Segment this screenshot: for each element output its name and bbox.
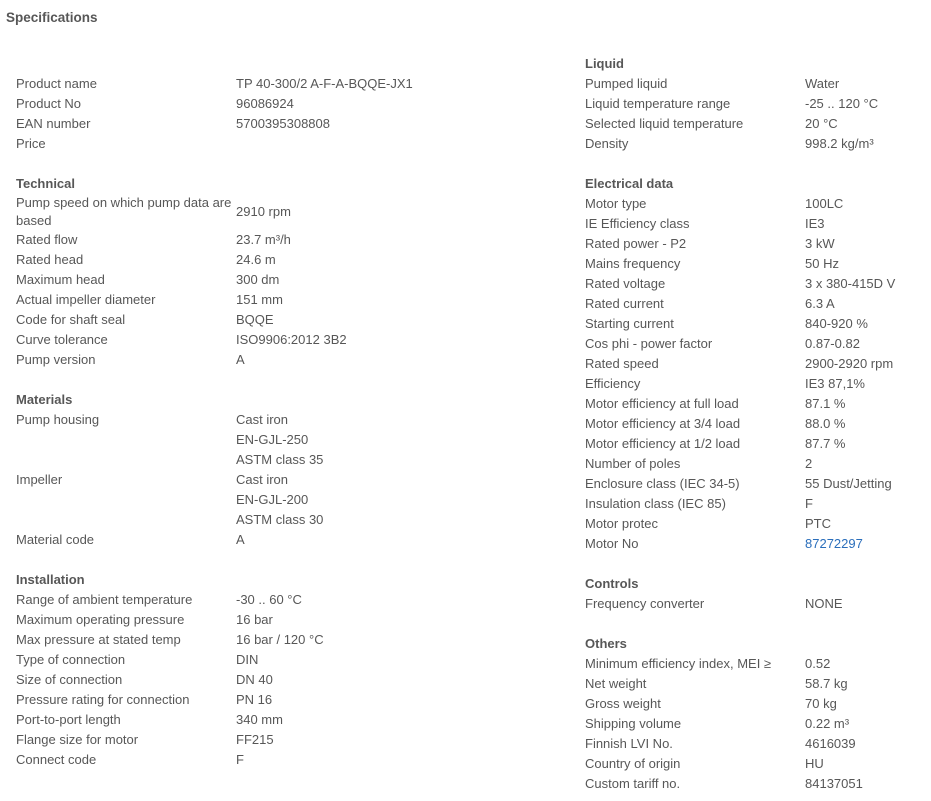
spec-label: Efficiency	[585, 376, 641, 391]
section-title: Electrical data	[585, 176, 674, 191]
spec-label: Shipping volume	[585, 716, 682, 731]
spec-row-liquid-temperature-range	[585, 94, 925, 114]
spec-label: Rated voltage	[585, 276, 666, 291]
spec-row-actual-impeller-diameter	[16, 290, 536, 310]
spec-label: Starting current	[585, 316, 674, 331]
motor-number-link[interactable]: 87272297	[805, 536, 863, 551]
spec-row-pump-version	[16, 350, 536, 370]
spec-value: 20 °C	[805, 116, 838, 131]
spec-value-line: ASTM class 35	[236, 452, 324, 467]
spec-value: -30 .. 60 °C	[236, 592, 302, 607]
spec-row-rated-head	[16, 250, 536, 270]
spec-value: HU	[805, 756, 824, 771]
spec-label: Range of ambient temperature	[16, 592, 193, 607]
spec-row-selected-liquid-temperature	[585, 114, 925, 134]
spec-label: Impeller	[16, 472, 63, 487]
spec-label: Material code	[16, 532, 95, 547]
spec-section-installation	[16, 570, 536, 770]
spec-label: Motor type	[585, 196, 647, 211]
spec-label: Rated flow	[16, 232, 78, 247]
spec-value: TP 40-300/2 A-F-A-BQQE-JX1	[236, 76, 413, 91]
spec-row-maximum-head	[16, 270, 536, 290]
spec-label: Density	[585, 136, 629, 151]
spec-value: 151 mm	[236, 292, 283, 307]
spec-value	[805, 535, 925, 553]
spec-value: 2910 rpm	[236, 204, 291, 219]
spec-row-pump-speed-on-which-pump-data-are-based	[16, 194, 536, 230]
spec-value: A	[236, 532, 245, 547]
spec-row-number-of-poles	[585, 454, 925, 474]
spec-value: 4616039	[805, 736, 856, 751]
spec-label: Selected liquid temperature	[585, 116, 744, 131]
spec-value: A	[236, 352, 245, 367]
spec-row-code-for-shaft-seal	[16, 310, 536, 330]
spec-row-enclosure-class-iec-34-5	[585, 474, 925, 494]
section-title: Controls	[585, 576, 639, 591]
spec-value: 96086924	[236, 96, 294, 111]
spec-row-motor-efficiency-at-full-load	[585, 394, 925, 414]
spec-value: 88.0 %	[805, 416, 846, 431]
left-spec-column	[16, 54, 536, 770]
spec-label: Custom tariff no.	[585, 776, 681, 791]
spec-row-rated-current	[585, 294, 925, 314]
spec-label: Rated power - P2	[585, 236, 687, 251]
spec-label: Liquid temperature range	[585, 96, 731, 111]
spec-row-density	[585, 134, 925, 154]
spec-value: 0.52	[805, 656, 831, 671]
spec-value: Water	[805, 76, 840, 91]
spec-row-max-pressure-at-stated-temp	[16, 630, 536, 650]
spec-value: 16 bar / 120 °C	[236, 632, 324, 647]
spec-row-motor-no	[585, 534, 925, 554]
section-title: Installation	[16, 572, 85, 587]
spec-value	[236, 410, 536, 470]
section-spacer	[585, 554, 925, 574]
spec-value: 0.22 m³	[805, 716, 850, 731]
spec-label: Number of poles	[585, 456, 681, 471]
spec-label: Pump speed on which pump data are based	[16, 195, 232, 228]
spec-row-connect-code	[16, 750, 536, 770]
spec-label: Cos phi - power factor	[585, 336, 713, 351]
spec-label: IE Efficiency class	[585, 216, 690, 231]
spec-value: 3 kW	[805, 236, 835, 251]
spec-label: Actual impeller diameter	[16, 292, 156, 307]
spec-section-liquid	[585, 54, 925, 154]
spec-label: Rated current	[585, 296, 664, 311]
spec-value: F	[236, 752, 244, 767]
spec-section-controls	[585, 574, 925, 614]
spec-value: 3 x 380-415D V	[805, 276, 896, 291]
spec-value-line: Cast iron	[236, 412, 289, 427]
spec-row-net-weight	[585, 674, 925, 694]
spec-label: Flange size for motor	[16, 732, 139, 747]
spec-row-pumped-liquid	[585, 74, 925, 94]
spec-value: -25 .. 120 °C	[805, 96, 879, 111]
spec-section-electrical-data	[585, 174, 925, 554]
section-title: Materials	[16, 392, 73, 407]
spec-label: Product name	[16, 76, 97, 91]
spec-label: Gross weight	[585, 696, 661, 711]
spec-value: 2	[805, 456, 813, 471]
spec-label: Pump housing	[16, 412, 100, 427]
spec-value-line: EN-GJL-250	[236, 432, 309, 447]
spec-label: Curve tolerance	[16, 332, 108, 347]
spec-value: 55 Dust/Jetting	[805, 476, 892, 491]
section-spacer	[16, 550, 536, 570]
spec-section-materials	[16, 390, 536, 550]
spec-value	[236, 470, 536, 530]
spec-label: Rated speed	[585, 356, 659, 371]
spec-row-efficiency	[585, 374, 925, 394]
spec-row-frequency-converter	[585, 594, 925, 614]
spec-value: 998.2 kg/m³	[805, 136, 874, 151]
spec-label: Rated head	[16, 252, 84, 267]
section-spacer	[585, 614, 925, 634]
section-title: Liquid	[585, 56, 624, 71]
spec-section-technical	[16, 174, 536, 370]
spec-row-custom-tariff-no	[585, 774, 925, 794]
spec-value: 87.7 %	[805, 436, 846, 451]
spec-value: 300 dm	[236, 272, 280, 287]
spec-value: FF215	[236, 732, 274, 747]
spec-row-rated-flow	[16, 230, 536, 250]
spec-label: Enclosure class (IEC 34-5)	[585, 476, 740, 491]
spec-label: Maximum operating pressure	[16, 612, 185, 627]
spec-row-motor-type	[585, 194, 925, 214]
spec-row-port-to-port-length	[16, 710, 536, 730]
spec-row-cos-phi-power-factor	[585, 334, 925, 354]
spec-row-country-of-origin	[585, 754, 925, 774]
spec-row-finnish-lvi-no	[585, 734, 925, 754]
spec-row-curve-tolerance	[16, 330, 536, 350]
spec-value: PN 16	[236, 692, 273, 707]
section-spacer	[16, 154, 536, 174]
spec-label: Insulation class (IEC 85)	[585, 496, 726, 511]
spec-row-maximum-operating-pressure	[16, 610, 536, 630]
spec-value: 58.7 kg	[805, 676, 848, 691]
spec-value: NONE	[805, 596, 843, 611]
spec-value: DIN	[236, 652, 259, 667]
spec-label: Price	[16, 136, 46, 151]
spec-value: 87.1 %	[805, 396, 846, 411]
spec-label: Motor No	[585, 536, 639, 551]
spec-value: 16 bar	[236, 612, 273, 627]
spec-label: EAN number	[16, 116, 91, 131]
spec-label: Max pressure at stated temp	[16, 632, 181, 647]
section-spacer	[16, 370, 536, 390]
spec-row-rated-voltage	[585, 274, 925, 294]
spec-value: PTC	[805, 516, 831, 531]
spec-row-rated-speed	[585, 354, 925, 374]
spec-row-insulation-class-iec-85	[585, 494, 925, 514]
spec-row-pump-housing	[16, 410, 536, 470]
spec-value: IE3	[805, 216, 825, 231]
section-spacer	[585, 154, 925, 174]
right-spec-column	[585, 54, 925, 794]
spec-label: Motor efficiency at full load	[585, 396, 739, 411]
spec-value: BQQE	[236, 312, 274, 327]
spec-row-ie-efficiency-class	[585, 214, 925, 234]
spec-row-product-name	[16, 74, 536, 94]
spec-row-size-of-connection	[16, 670, 536, 690]
spec-row-motor-efficiency-at-1-2-load	[585, 434, 925, 454]
spec-section-others	[585, 634, 925, 794]
spec-row-rated-power-p2	[585, 234, 925, 254]
spec-label: Pressure rating for connection	[16, 692, 190, 707]
spec-value: 840-920 %	[805, 316, 868, 331]
spec-value: 24.6 m	[236, 252, 276, 267]
section-title: Technical	[16, 176, 76, 191]
spec-value: DN 40	[236, 672, 273, 687]
spec-label: Country of origin	[585, 756, 681, 771]
spec-value: F	[805, 496, 813, 511]
spec-section-product	[16, 54, 536, 154]
spec-row-mains-frequency	[585, 254, 925, 274]
spec-label: Type of connection	[16, 652, 126, 667]
spec-label: Pumped liquid	[585, 76, 668, 91]
section-title: Others	[585, 636, 627, 651]
spec-value: 340 mm	[236, 712, 283, 727]
spec-row-product-no	[16, 94, 536, 114]
spec-label: Motor efficiency at 3/4 load	[585, 416, 741, 431]
spec-row-type-of-connection	[16, 650, 536, 670]
spec-row-material-code	[16, 530, 536, 550]
spec-label: Maximum head	[16, 272, 105, 287]
spec-value: 0.87-0.82	[805, 336, 860, 351]
spec-row-impeller	[16, 470, 536, 530]
spec-label: Port-to-port length	[16, 712, 121, 727]
spec-value-line: ASTM class 30	[236, 512, 324, 527]
spec-value: 2900-2920 rpm	[805, 356, 894, 371]
spec-label: Connect code	[16, 752, 97, 767]
spec-label: Net weight	[585, 676, 647, 691]
spec-value: 6.3 A	[805, 296, 835, 311]
spec-row-shipping-volume	[585, 714, 925, 734]
spec-row-motor-efficiency-at-3-4-load	[585, 414, 925, 434]
spec-label: Code for shaft seal	[16, 312, 126, 327]
spec-value: 50 Hz	[805, 256, 839, 271]
spec-value-line: EN-GJL-200	[236, 492, 309, 507]
spec-label: Frequency converter	[585, 596, 705, 611]
spec-value: IE3 87,1%	[805, 376, 865, 391]
spec-row-flange-size-for-motor	[16, 730, 536, 750]
spec-value-line: Cast iron	[236, 472, 289, 487]
spec-label: Motor protec	[585, 516, 658, 531]
spec-row-price	[16, 134, 536, 154]
spec-label: Mains frequency	[585, 256, 681, 271]
spec-row-starting-current	[585, 314, 925, 334]
section-top-spacer	[16, 54, 536, 74]
spec-label: Size of connection	[16, 672, 123, 687]
spec-label: Motor efficiency at 1/2 load	[585, 436, 741, 451]
spec-row-minimum-efficiency-index-mei	[585, 654, 925, 674]
spec-row-gross-weight	[585, 694, 925, 714]
spec-row-pressure-rating-for-connection	[16, 690, 536, 710]
spec-label: Product No	[16, 96, 82, 111]
spec-label: Pump version	[16, 352, 96, 367]
spec-row-range-of-ambient-temperature	[16, 590, 536, 610]
spec-value: 5700395308808	[236, 116, 330, 131]
spec-value: 70 kg	[805, 696, 837, 711]
spec-row-ean-number	[16, 114, 536, 134]
page-title: Specifications	[6, 10, 98, 25]
spec-value: 84137051	[805, 776, 863, 791]
spec-label: Finnish LVI No.	[585, 736, 673, 751]
spec-value: 100LC	[805, 196, 844, 211]
spec-label: Minimum efficiency index, MEI ≥	[585, 656, 772, 671]
spec-row-motor-protec	[585, 514, 925, 534]
spec-value: 23.7 m³/h	[236, 232, 291, 247]
spec-value: ISO9906:2012 3B2	[236, 332, 347, 347]
